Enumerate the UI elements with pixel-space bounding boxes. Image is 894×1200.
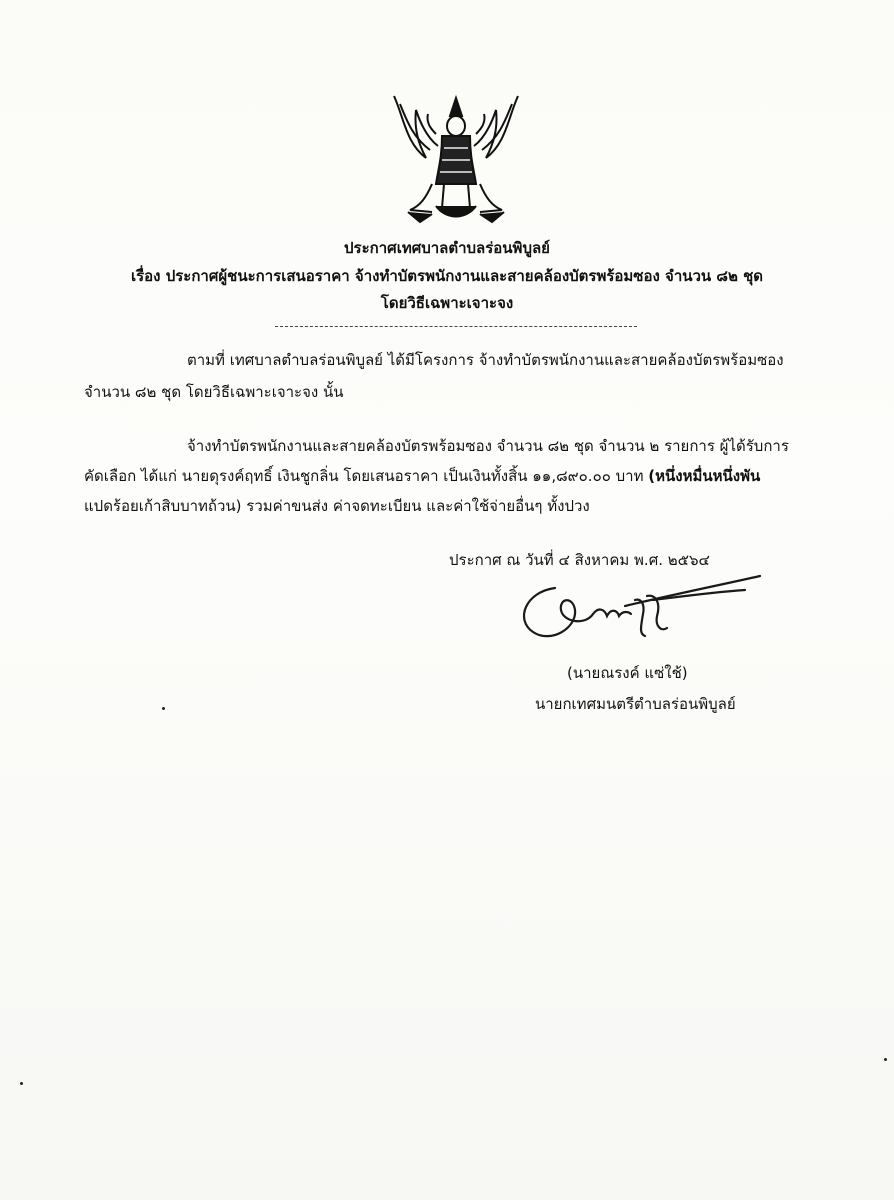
- signer-name: (นายณรงค์ แซ่ใช้): [567, 664, 688, 682]
- garuda-emblem-icon: [386, 88, 526, 230]
- scan-speck: [20, 1082, 23, 1085]
- scan-speck: [162, 707, 165, 710]
- signer-position: นายกเทศมนตรีตำบลร่อนพิบูลย์: [535, 695, 736, 713]
- announcement-title: ประกาศเทศบาลตำบลร่อนพิบูลย์: [344, 239, 550, 257]
- announcement-subject-method: โดยวิธีเฉพาะเจาะจง: [380, 294, 514, 312]
- paragraph-1-line-1: ตามที่ เทศบาลตำบลร่อนพิบูลย์ ได้มีโครงการ จ้างทำบัตรพนักงานและสายคล้องบัตรพร้อมซอง: [187, 351, 784, 369]
- scan-speck: [884, 1058, 887, 1061]
- announcement-date: ประกาศ ณ วันที่ ๔ สิงหาคม พ.ศ. ๒๕๖๔: [449, 551, 710, 569]
- paragraph-2-line-3: แปดร้อยเก้าสิบบาทถ้วน) รวมค่าขนส่ง ค่าจดทะเบียน และค่าใช้จ่ายอื่นๆ ทั้งปวง: [84, 497, 590, 515]
- paragraph-2-line-2: [84, 466, 760, 486]
- paragraph-1-line-2: จำนวน ๘๒ ชุด โดยวิธีเฉพาะเจาะจง นั้น: [84, 383, 344, 401]
- paragraph-2-line-1: จ้างทำบัตรพนักงานและสายคล้องบัตรพร้อมซอง จำนวน ๘๒ ชุด จำนวน ๒ รายการ ผู้ได้รับการ: [187, 437, 789, 455]
- signature-image: [515, 570, 765, 650]
- header-divider: [275, 326, 637, 327]
- amount-in-words: (หนึ่งหมื่นหนึ่งพัน: [648, 467, 761, 485]
- award-details: คัดเลือก ได้แก่ นายดุรงค์ฤทธิ์ เงินชูกลิ่น โดยเสนอราคา เป็นเงินทั้งสิ้น ๑๑,๘๙๐.๐๐ บาท: [84, 467, 649, 485]
- announcement-subject: เรื่อง ประกาศผู้ชนะการเสนอราคา จ้างทำบัตรพนักงานและสายคล้องบัตรพร้อมซอง จำนวน ๘๒ ชุด: [130, 267, 764, 285]
